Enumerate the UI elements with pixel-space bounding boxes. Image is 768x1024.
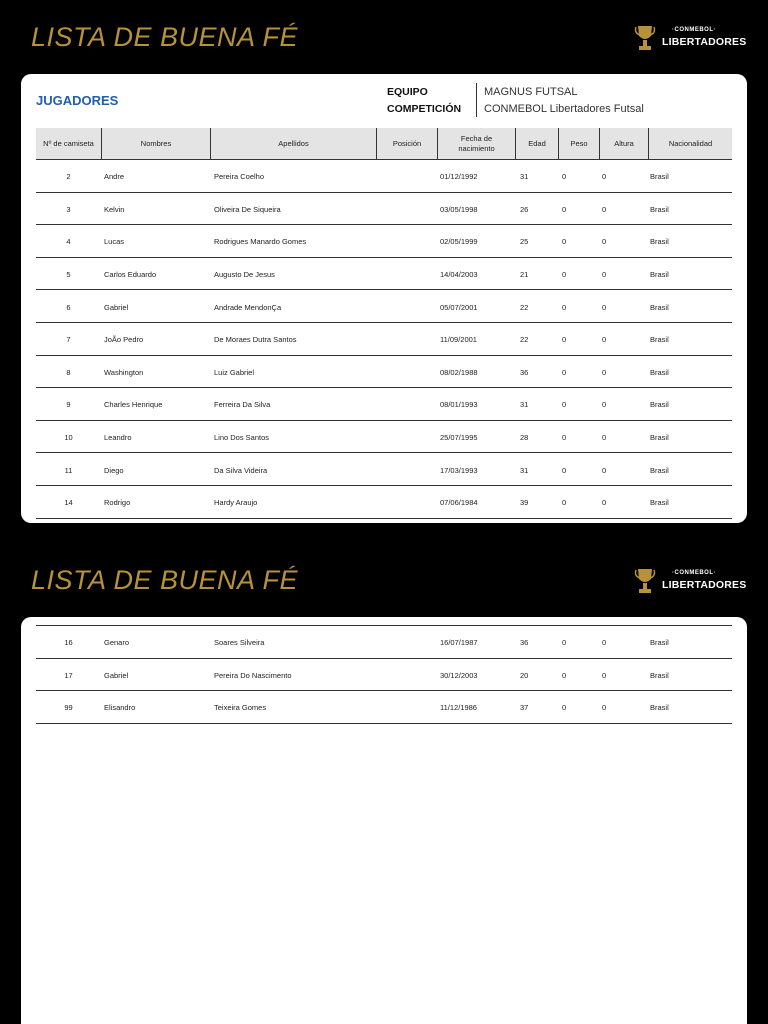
cell-apellidos: Augusto De Jesus xyxy=(214,270,275,280)
table-row xyxy=(36,160,732,193)
table-row xyxy=(36,691,732,724)
cell-nombres: Leandro xyxy=(104,433,132,443)
cell-fecha: 08/02/1988 xyxy=(440,367,478,377)
cell-nacionalidad: Brasil xyxy=(650,498,669,508)
cell-nombres: Lucas xyxy=(104,237,125,247)
cell-altura: 0 xyxy=(602,335,607,345)
info-divider xyxy=(476,83,477,117)
cell-fecha: 14/04/2003 xyxy=(440,270,478,280)
table-row xyxy=(36,193,732,226)
cell-apellidos: Pereira Coelho xyxy=(214,172,265,182)
table-row xyxy=(36,290,732,323)
cell-apellidos: Da Silva Videira xyxy=(214,465,268,475)
table-row xyxy=(36,626,732,659)
cell-edad: 31 xyxy=(520,400,529,410)
header-nombres: Nombres xyxy=(101,128,210,160)
header-posicion: Posición xyxy=(376,128,437,160)
header-peso: Peso xyxy=(558,128,599,160)
cell-peso: 0 xyxy=(562,638,567,648)
table-row xyxy=(36,421,732,454)
cell-nacionalidad: Brasil xyxy=(650,433,669,443)
cell-nacionalidad: Brasil xyxy=(650,302,669,312)
cell-altura: 0 xyxy=(602,498,607,508)
banner-second xyxy=(0,543,768,603)
cell-fecha: 03/05/1998 xyxy=(440,204,478,214)
cell-apellidos: Teixeira Gomes xyxy=(214,703,267,713)
cell-camiseta: 8 xyxy=(66,367,71,377)
cell-peso: 0 xyxy=(562,237,567,247)
cell-camiseta: 17 xyxy=(64,670,73,680)
table-row xyxy=(36,453,732,486)
cell-nacionalidad: Brasil xyxy=(650,237,669,247)
logo-pre-2: ·CONMEBOL· xyxy=(672,570,716,576)
cell-camiseta: 7 xyxy=(66,335,71,345)
cell-camiseta: 9 xyxy=(66,400,71,410)
table-row xyxy=(36,323,732,356)
page-title: LISTA DE BUENA FÉ xyxy=(31,22,299,52)
cell-nacionalidad: Brasil xyxy=(650,270,669,280)
cell-peso: 0 xyxy=(562,498,567,508)
cell-altura: 0 xyxy=(602,237,607,247)
cell-nombres: Gabriel xyxy=(104,670,129,680)
cell-apellidos: Ferreira Da Silva xyxy=(214,400,271,410)
header-fecha: Fecha de nacimiento xyxy=(437,128,515,160)
cell-apellidos: De Moraes Dutra Santos xyxy=(214,335,297,345)
cell-camiseta: 2 xyxy=(66,172,71,182)
cell-nombres: Kelvin xyxy=(104,204,125,214)
cell-fecha: 16/07/1987 xyxy=(440,638,478,648)
cell-camiseta: 99 xyxy=(64,703,73,713)
cell-camiseta: 10 xyxy=(64,433,73,443)
cell-camiseta: 11 xyxy=(64,465,73,475)
cell-apellidos: Lino Dos Santos xyxy=(214,433,270,443)
header-edad: Edad xyxy=(515,128,558,160)
cell-apellidos: Pereira Do Nascimento xyxy=(214,670,292,680)
cell-altura: 0 xyxy=(602,302,607,312)
cell-fecha: 05/07/2001 xyxy=(440,302,478,312)
cell-camiseta: 5 xyxy=(66,270,71,280)
cell-peso: 0 xyxy=(562,302,567,312)
equipo-value: MAGNUS FUTSAL xyxy=(484,86,578,98)
table-row xyxy=(36,258,732,291)
cell-edad: 21 xyxy=(520,270,529,280)
cell-nombres: Andre xyxy=(104,172,125,182)
logo-brand: LIBERTADORES xyxy=(662,36,747,48)
cell-apellidos: Soares Silveira xyxy=(214,638,265,648)
cell-camiseta: 6 xyxy=(66,302,71,312)
cell-camiseta: 3 xyxy=(66,204,71,214)
roster-card-page2 xyxy=(21,617,747,1024)
cell-nombres: Diego xyxy=(104,465,124,475)
cell-fecha: 30/12/2003 xyxy=(440,670,478,680)
cell-nombres: Carlos Eduardo xyxy=(104,270,157,280)
cell-nombres: Elisandro xyxy=(104,703,136,713)
cell-nacionalidad: Brasil xyxy=(650,367,669,377)
cell-nacionalidad: Brasil xyxy=(650,172,669,182)
cell-altura: 0 xyxy=(602,204,607,214)
cell-altura: 0 xyxy=(602,465,607,475)
cell-nombres: Rodrigo xyxy=(104,498,131,508)
cell-altura: 0 xyxy=(602,270,607,280)
cell-peso: 0 xyxy=(562,670,567,680)
cell-altura: 0 xyxy=(602,433,607,443)
cell-peso: 0 xyxy=(562,400,567,410)
competicion-value: CONMEBOL Libertadores Futsal xyxy=(484,103,644,115)
cell-edad: 28 xyxy=(520,433,529,443)
cell-altura: 0 xyxy=(602,703,607,713)
table-row xyxy=(36,659,732,692)
cell-nombres: Charles Henrique xyxy=(104,400,163,410)
cell-nacionalidad: Brasil xyxy=(650,670,669,680)
cell-edad: 25 xyxy=(520,237,529,247)
libertadores-logo xyxy=(634,24,747,54)
cell-peso: 0 xyxy=(562,433,567,443)
cell-altura: 0 xyxy=(602,400,607,410)
cell-fecha: 01/12/1992 xyxy=(440,172,478,182)
page-title-2: LISTA DE BUENA FÉ xyxy=(31,565,299,595)
trophy-icon xyxy=(634,567,656,595)
competicion-label: COMPETICIÓN xyxy=(387,103,462,115)
cell-nacionalidad: Brasil xyxy=(650,703,669,713)
cell-altura: 0 xyxy=(602,670,607,680)
cell-camiseta: 14 xyxy=(64,498,73,508)
roster-card-page1 xyxy=(21,74,747,523)
table-row xyxy=(36,486,732,519)
cell-fecha: 02/05/1999 xyxy=(440,237,478,247)
header-camiseta: Nº de camiseta xyxy=(43,139,94,149)
cell-camiseta: 4 xyxy=(66,237,71,247)
cell-camiseta: 16 xyxy=(64,638,73,648)
cell-edad: 31 xyxy=(520,465,529,475)
table-top-rule xyxy=(36,617,732,626)
cell-peso: 0 xyxy=(562,335,567,345)
cell-peso: 0 xyxy=(562,172,567,182)
cell-fecha: 08/01/1993 xyxy=(440,400,478,410)
cell-apellidos: Rodrigues Manardo Gomes xyxy=(214,237,307,247)
cell-fecha: 11/12/1986 xyxy=(440,703,477,713)
cell-edad: 36 xyxy=(520,367,529,377)
cell-edad: 26 xyxy=(520,204,529,214)
table-header xyxy=(36,128,732,160)
equipo-label: EQUIPO xyxy=(387,86,428,98)
cell-nacionalidad: Brasil xyxy=(650,335,669,345)
cell-peso: 0 xyxy=(562,204,567,214)
cell-edad: 39 xyxy=(520,498,529,508)
cell-fecha: 07/06/1984 xyxy=(440,498,478,508)
cell-nombres: Washington xyxy=(104,367,144,377)
cell-edad: 31 xyxy=(520,172,529,182)
cell-edad: 37 xyxy=(520,703,529,713)
header-apellidos: Apellidos xyxy=(210,128,376,160)
cell-nombres: Genaro xyxy=(104,638,130,648)
cell-peso: 0 xyxy=(562,703,567,713)
table-row xyxy=(36,225,732,258)
banner-top xyxy=(0,0,768,60)
table-row xyxy=(36,388,732,421)
cell-nacionalidad: Brasil xyxy=(650,638,669,648)
libertadores-logo-2 xyxy=(634,567,747,597)
cell-edad: 20 xyxy=(520,670,529,680)
cell-nombres: JoÃo Pedro xyxy=(104,335,144,345)
cell-apellidos: Oliveira De Siqueira xyxy=(214,204,281,214)
trophy-icon xyxy=(634,24,656,52)
cell-apellidos: Luiz Gabriel xyxy=(214,367,255,377)
header-altura: Altura xyxy=(599,128,648,160)
logo-pre: ·CONMEBOL· xyxy=(672,27,716,33)
cell-nombres: Gabriel xyxy=(104,302,129,312)
table-row xyxy=(36,356,732,389)
cell-fecha: 11/09/2001 xyxy=(440,335,477,345)
cell-peso: 0 xyxy=(562,465,567,475)
cell-apellidos: Andrade MendonÇa xyxy=(214,302,282,312)
cell-edad: 22 xyxy=(520,335,529,345)
cell-fecha: 17/03/1993 xyxy=(440,465,478,475)
cell-nacionalidad: Brasil xyxy=(650,204,669,214)
cell-edad: 36 xyxy=(520,638,529,648)
cell-edad: 22 xyxy=(520,302,529,312)
cell-apellidos: Hardy Araujo xyxy=(214,498,258,508)
cell-nacionalidad: Brasil xyxy=(650,465,669,475)
cell-altura: 0 xyxy=(602,367,607,377)
cell-fecha: 25/07/1995 xyxy=(440,433,478,443)
section-title: JUGADORES xyxy=(36,93,119,108)
cell-nacionalidad: Brasil xyxy=(650,400,669,410)
logo-brand-2: LIBERTADORES xyxy=(662,579,747,591)
cell-peso: 0 xyxy=(562,367,567,377)
cell-altura: 0 xyxy=(602,638,607,648)
cell-peso: 0 xyxy=(562,270,567,280)
cell-altura: 0 xyxy=(602,172,607,182)
header-nacionalidad: Nacionalidad xyxy=(648,128,732,160)
